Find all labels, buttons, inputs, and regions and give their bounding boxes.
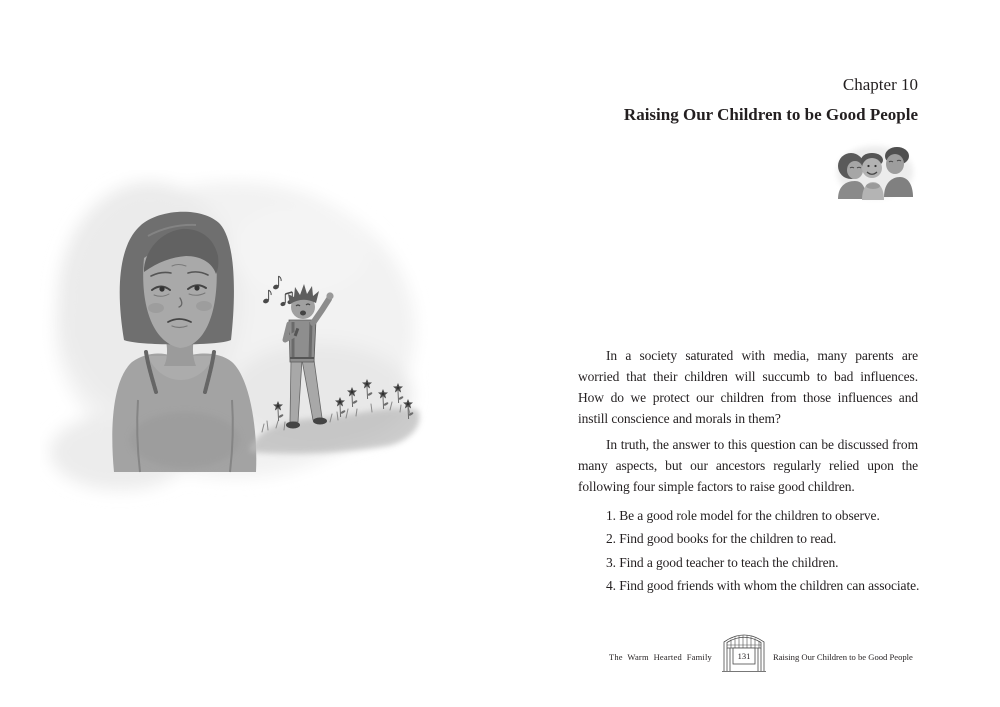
arch-inner [727,637,761,648]
child-right-eye [874,165,876,167]
boy-raised-hand [326,292,333,299]
boy-singing-mouth [300,311,306,316]
list-item: 4. Find good friends with whom the children can associate. [606,577,920,593]
numbered-list [578,504,918,597]
girl-left-cheek [148,303,164,313]
boy-vest-right [310,322,311,358]
paragraph-2 [578,434,918,497]
child-face [862,158,882,178]
paragraph-line: worried that their children will succumb to bad influences. [578,369,918,384]
father-face [886,154,904,174]
paragraph-line: instill conscience and morals in them? [578,411,781,426]
chapter-title: Raising Our Children to be Good People [623,105,918,124]
page-number: 131 [737,651,751,661]
list-item: 3. Find a good teacher to teach the children. [606,554,839,570]
footer-book-title: The Warm Hearted Family [608,652,712,662]
mother-face [847,161,863,179]
list-item: 1. Be a good role model for the children to observe. [606,508,880,523]
girl-right-pupil [194,285,199,290]
left-illustration [40,170,430,510]
girl-left-pupil [159,286,164,291]
paragraph-line: many aspects, but our ancestors regularly relied upon the [578,458,918,473]
family-hands [866,183,880,189]
child-left-eye [867,165,869,167]
footer-running-head: Raising Our Children to be Good People [773,652,913,662]
boy-left-shoe [286,422,300,429]
family-hug-illustration [832,138,918,204]
list-item: 2. Find good books for the children to read. [606,531,837,547]
paragraph-line: How do we protect our children from those influences and [578,390,918,405]
paragraph-line: In a society saturated with media, many parents are [606,348,918,363]
girl-right-cheek [196,301,212,311]
paragraph-line: In truth, the answer to this question can be discussed from [606,437,918,452]
girl-and-singing-boy-illustration [40,170,430,510]
boy-right-shoe [313,418,327,425]
girl-body-shading [130,412,240,468]
paragraph-line: following four simple factors to raise good children. [578,479,855,494]
paragraph-1 [578,345,918,429]
chapter-number: Chapter 10 [842,75,918,94]
family-illustration [832,138,918,204]
